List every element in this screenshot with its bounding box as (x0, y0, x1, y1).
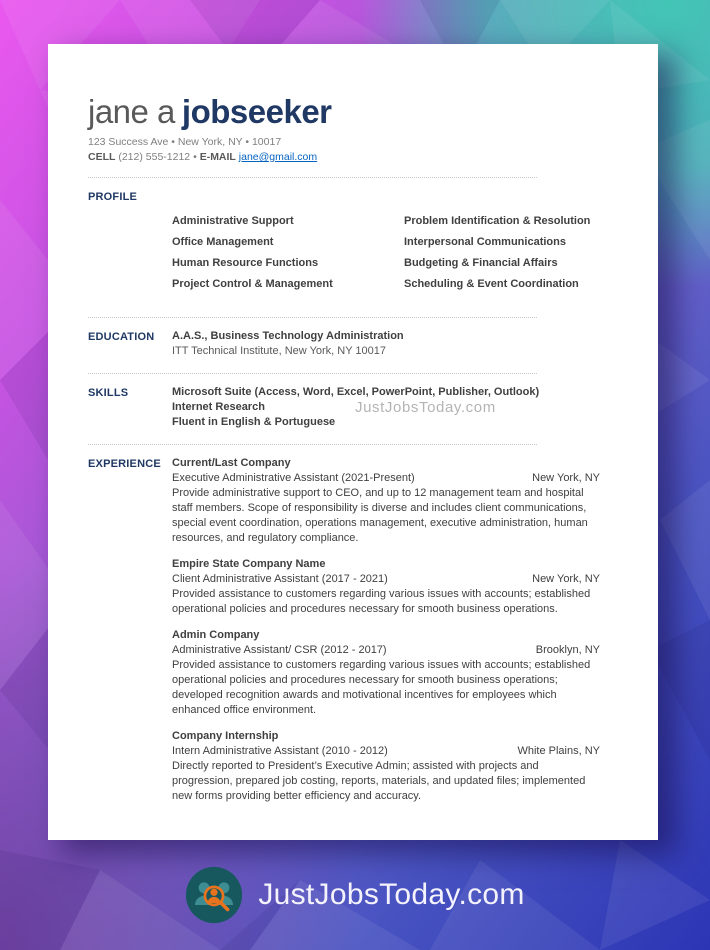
skill-item: Internet Research (172, 401, 265, 413)
job-title: Administrative Assistant/ CSR (2012 - 2017) (172, 644, 387, 656)
profile-item: Office Management (172, 236, 274, 248)
section-label-education: EDUCATION (88, 331, 155, 343)
section-divider (88, 444, 537, 445)
skills-section (88, 385, 600, 430)
profile-grid (172, 189, 600, 303)
section-divider (88, 373, 537, 374)
experience-job (172, 557, 600, 617)
job-description: Directly reported to President’s Executive Admin; assisted with projects and progression, prepared job costing, reports, materials, and updated files; implemented new forms providing better efficiency and accuracy. (172, 760, 586, 802)
section-label-profile: PROFILE (88, 191, 138, 203)
job-location: White Plains, NY (517, 745, 600, 757)
section-label-experience: EXPERIENCE (88, 458, 161, 470)
email-link[interactable]: jane@gmail.com (238, 151, 318, 163)
section-divider (88, 317, 537, 318)
skill-item: Microsoft Suite (Access, Word, Excel, PowerPoint, Publisher, Outlook) (172, 386, 540, 398)
profile-item: Administrative Support (172, 215, 294, 227)
brand-name: JustJobsToday.com (258, 878, 525, 911)
resume-page (48, 44, 658, 840)
skill-item: Fluent in English & Portuguese (172, 416, 336, 428)
cell-label: CELL (88, 151, 116, 163)
profile-column-right (404, 211, 600, 295)
contact-line (88, 151, 600, 163)
job-company: Empire State Company Name (172, 558, 326, 570)
candidate-name (88, 94, 600, 130)
experience-section (88, 456, 600, 815)
job-description: Provided assistance to customers regarding various issues with accounts; established operational policies and procedures necessary for smooth business operations. (172, 588, 591, 615)
address-line: 123 Success Ave • New York, NY • 10017 (88, 136, 282, 148)
job-description: Provided assistance to customers regarding various issues with accounts; established operational policies and procedures necessary for smooth business operations; developed recognition awards and motivational incentives for employees which enhanced office environment. (172, 659, 591, 716)
job-location: New York, NY (532, 472, 600, 484)
people-search-logo-icon (185, 866, 243, 924)
job-title: Client Administrative Assistant (2017 - 2021) (172, 573, 388, 585)
education-school: ITT Technical Institute, New York, NY 10017 (172, 345, 387, 357)
candidate-first-name: jane a (88, 93, 175, 130)
profile-item: Budgeting & Financial Affairs (404, 257, 558, 269)
watermark: JustJobsToday.com (355, 399, 496, 416)
phone-number: (212) 555-1212 (118, 151, 191, 163)
experience-job (172, 628, 600, 718)
job-company: Company Internship (172, 730, 279, 742)
profile-item: Human Resource Functions (172, 257, 319, 269)
profile-column-left (172, 211, 404, 295)
profile-item: Project Control & Management (172, 278, 333, 290)
experience-job (172, 729, 600, 804)
education-section (88, 329, 600, 359)
job-title: Intern Administrative Assistant (2010 - 2012) (172, 745, 388, 757)
profile-item: Problem Identification & Resolution (404, 215, 591, 227)
profile-section (88, 189, 600, 303)
profile-item: Scheduling & Event Coordination (404, 278, 579, 290)
candidate-last-name: jobseeker (181, 93, 332, 130)
bullet-separator: • (193, 151, 197, 163)
job-location: New York, NY (532, 573, 600, 585)
job-location: Brooklyn, NY (535, 644, 600, 656)
section-divider (88, 177, 537, 178)
education-degree: A.A.S., Business Technology Administration (172, 330, 404, 342)
email-label: E-MAIL (199, 151, 236, 163)
brand-footer (0, 866, 710, 924)
profile-item: Interpersonal Communications (404, 236, 566, 248)
job-company: Admin Company (172, 629, 260, 641)
job-description: Provide administrative support to CEO, and up to 12 management team and hospital staff members. Scope of responsibility is diverse and includes client communications, special event coordination, operations management, executive administration, human resources, and regulatory compliance. (172, 487, 588, 544)
job-title: Executive Administrative Assistant (2021-Present) (172, 472, 415, 484)
job-company: Current/Last Company (172, 457, 291, 469)
section-label-skills: SKILLS (88, 387, 129, 399)
experience-job (172, 456, 600, 546)
